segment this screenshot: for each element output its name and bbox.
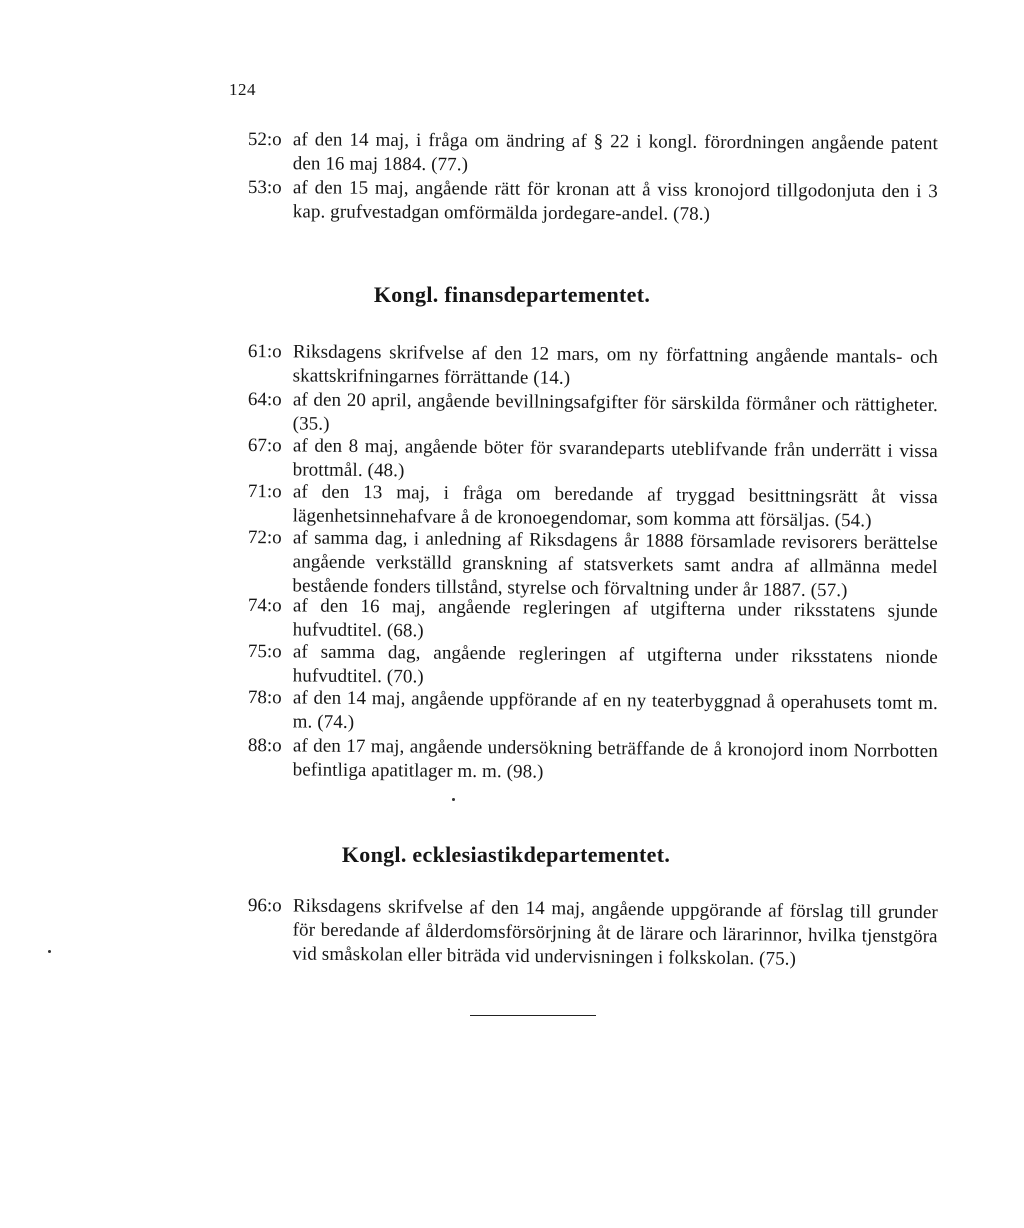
entry-number: 75:o — [247, 640, 282, 663]
section-heading-ecklesiastik: Kongl. ecklesiastikdepartementet. — [341, 842, 671, 867]
entry-number: 78:o — [247, 686, 282, 709]
entry-72 — [247, 526, 938, 604]
entry-number: 52:o — [247, 128, 282, 151]
entry-text: Riksdagens skrifvelse af den 12 mars, om ny författning angående mantals- och skattskrifningarnes förrättande (14.) — [292, 341, 938, 389]
paper-speck — [452, 798, 455, 801]
entry-number: 74:o — [247, 594, 282, 617]
entry-text: af den 15 maj, angående rätt för kronan att å viss kronojord tillgodonjuta den i 3 kap. grufvestadgan omförmälda jordegare-andel. (78.) — [292, 177, 938, 225]
entry-number: 53:o — [247, 176, 282, 199]
entry-text: af samma dag, angående regleringen af utgifterna under riksstatens nionde hufvudtitel. (70.) — [292, 641, 938, 688]
entry-text: af den 17 maj, angående undersökning beträffande de å kronojord inom Norrbotten befintliga apatitlager m. m. (98.) — [292, 735, 938, 783]
entry-text: af den 13 maj, i fråga om beredande af tryggad besittningsrätt åt vissa lägenhetsinnehafvare å de kronoegendomar, som komma att försäljas. (54.) — [292, 481, 938, 532]
entry-number: 88:o — [247, 734, 282, 757]
entry-61 — [248, 340, 938, 394]
entry-number: 71:o — [247, 480, 282, 503]
entry-text: af samma dag, i anledning af Riksdagens år 1888 församlade revisorers berättelse angående verkställd granskning af statsverkets samt andra af allmänna medel bestående fonders tillstånd, styrelse och förvaltning under år 1887. (57.) — [292, 527, 938, 602]
paper-speck — [48, 950, 51, 953]
entry-78 — [248, 686, 938, 740]
page-number: 124 — [229, 80, 256, 99]
entry-88 — [248, 734, 938, 788]
entry-number: 67:o — [247, 434, 282, 457]
entry-52 — [248, 128, 938, 180]
entry-text: af den 14 maj, i fråga om ändring af § 22 i kongl. förordningen angående patent den 16 maj 1884. (77.) — [292, 129, 938, 176]
section-heading-finans: Kongl. finansdepartementet. — [373, 282, 651, 307]
entry-number: 96:o — [247, 894, 282, 917]
entry-text: af den 20 april, angående bevillningsafgifter för särskilda förmåner och rättigheter. (35.) — [292, 389, 938, 435]
entry-53 — [248, 176, 938, 228]
entry-text: af den 16 maj, angående regleringen af utgifterna under riksstatens sjunde hufvudtitel. (68.) — [292, 595, 938, 642]
entry-text: af den 8 maj, angående böter för svarandeparts uteblifvande från underrätt i vissa brottmål. (48.) — [292, 435, 938, 482]
closing-rule — [470, 1015, 596, 1016]
entry-number: 64:o — [247, 388, 282, 411]
entry-96 — [247, 894, 938, 973]
entry-number: 72:o — [247, 526, 282, 549]
entry-text: Riksdagens skrifvelse af den 14 maj, angående uppgörande af förslag till grunder för beredande af ålderdomsförsörjning åt de lärare och lärarinnor, hvilka tjenstgöra vid småskolan eller biträda vid undervisningen i folkskolan. (75.) — [292, 895, 938, 970]
entry-text: af den 14 maj, angående uppförande af en ny teaterbyggnad å operahusets tomt m. m. (74.) — [292, 687, 938, 733]
entry-number: 61:o — [247, 340, 282, 363]
